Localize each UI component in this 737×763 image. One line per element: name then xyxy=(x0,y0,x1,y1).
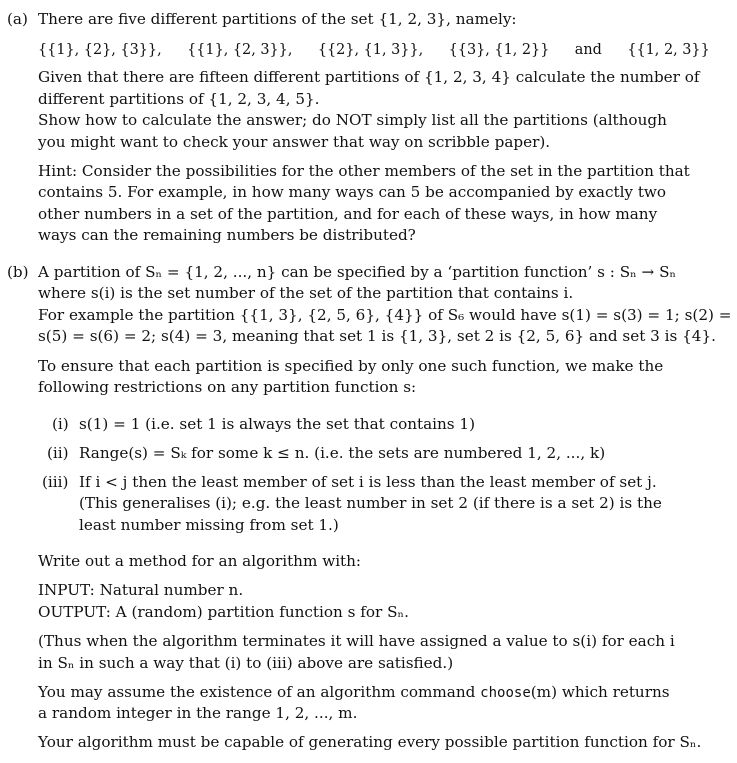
choose-command: choose xyxy=(480,685,531,701)
part-b-label: (b) xyxy=(7,263,29,281)
restriction-text: (This generalises (i); e.g. the least number in set 2 (if there is a set 2) is the xyxy=(79,494,662,512)
show-line-1: Show how to calculate the answer; do NOT simply list all the partitions (although xyxy=(38,111,667,129)
ensure-line-2: following restrictions on any partition function s: xyxy=(38,378,417,396)
partition-item: {{1, 2, 3}} xyxy=(627,40,710,58)
show-line-2: you might want to check your answer that way on scribble paper). xyxy=(38,133,551,151)
assume-line-1 xyxy=(38,682,670,703)
assume-line-2: a random integer in the range 1, 2, ..., m. xyxy=(38,704,358,722)
hint-line-3: other numbers in a set of the partition, and for each of these ways, in how many xyxy=(38,205,658,223)
final-line: Your algorithm must be capable of generating every possible partition function for Sₙ. xyxy=(38,733,702,751)
hint-line-1: Hint: Consider the possibilities for the other members of the set in the partition that xyxy=(38,162,690,180)
thus-line-2: in Sₙ in such a way that (i) to (iii) above are satisfied.) xyxy=(38,654,454,672)
partition-item: {{3}, {1, 2}} xyxy=(448,40,550,58)
output-line: OUTPUT: A (random) partition function s for Sₙ. xyxy=(38,603,409,621)
conjunction-word: and xyxy=(574,40,602,58)
restriction-text: least number missing from set 1.) xyxy=(79,516,339,534)
restriction-number: (iii) xyxy=(42,473,69,491)
ensure-line-1: To ensure that each partition is specified by only one such function, we make the xyxy=(38,357,664,375)
assume-text: (m) which returns xyxy=(530,683,670,701)
partition-item: {{2}, {1, 3}}, xyxy=(317,40,424,58)
part-a-label: (a) xyxy=(7,10,28,28)
method-line: Write out a method for an algorithm with: xyxy=(38,552,362,570)
given-line-1: Given that there are fifteen different partitions of {1, 2, 3, 4} calculate the number of xyxy=(38,68,700,86)
restriction-text: Range(s) = Sₖ for some k ≤ n. (i.e. the sets are numbered 1, 2, ..., k) xyxy=(79,444,606,462)
given-line-2: different partitions of {1, 2, 3, 4, 5}. xyxy=(38,90,320,108)
hint-line-4: ways can the remaining numbers be distributed? xyxy=(38,226,416,244)
input-line: INPUT: Natural number n. xyxy=(38,581,244,599)
partition-list xyxy=(38,39,731,59)
intro-line-1: A partition of Sₙ = {1, 2, ..., n} can be specified by a ‘partition function’ s : Sₙ → Sₙ xyxy=(38,263,677,281)
partition-item: {{1}, {2, 3}}, xyxy=(187,40,293,58)
hint-line-2: contains 5. For example, in how many ways can 5 be accompanied by exactly two xyxy=(38,183,667,201)
thus-line-1: (Thus when the algorithm terminates it will have assigned a value to s(i) for each i xyxy=(38,632,675,650)
intro-line-2: where s(i) is the set number of the set of the partition that contains i. xyxy=(38,284,574,302)
restriction-text: If i < j then the least member of set i is less than the least member of set j. xyxy=(79,473,657,491)
restriction-number: (ii) xyxy=(47,444,69,462)
restriction-text: s(1) = 1 (i.e. set 1 is always the set that contains 1) xyxy=(79,415,476,433)
partition-item: {{1}, {2}, {3}}, xyxy=(38,40,162,58)
intro-line-4: s(5) = s(6) = 2; s(4) = 3, meaning that set 1 is {1, 3}, set 2 is {2, 5, 6} and set 3 is {4}. xyxy=(38,327,716,345)
restriction-number: (i) xyxy=(52,415,69,433)
part-a-intro: There are five different partitions of the set {1, 2, 3}, namely: xyxy=(38,10,517,28)
intro-line-3: For example the partition {{1, 3}, {2, 5, 6}, {4}} of S₆ would have s(1) = s(3) = 1; s(2) = xyxy=(38,306,732,324)
assume-text: You may assume the existence of an algorithm command xyxy=(38,683,481,701)
